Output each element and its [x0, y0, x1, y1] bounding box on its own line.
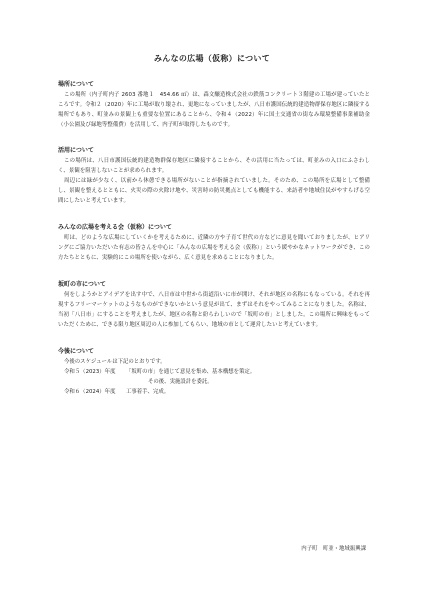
schedule-year: 令和６（2024）年度: [64, 389, 116, 395]
schedule-row: [58, 367, 370, 377]
schedule-desc: 「坂町の市」を通じて意見を集め、基本構想を策定。: [126, 369, 256, 375]
section-paragraph: この場所（内子町内子 2603 番地１ 454.66 ㎡）は、森文醸造株式会社の鉄筋コンクリート３階建の工場が建っていたところです。令和２（2020）年に工場が取り壊され、更地になっていましたが、八日市護国伝統的建造物群保存地区に隣接する場所でもあり、町並みの景観上も重要な位置にあることから、令和４（2022）年に国土交通省の街なみ環境整備事業補助金（小公園及び緑地等整備費）を活用して、内子町が取得したものです。: [58, 92, 370, 128]
section-schedule: [58, 347, 370, 397]
schedule-desc: 工事着手、完成。: [126, 389, 170, 395]
section-location: [58, 80, 370, 130]
section-paragraph: 何をしようかとアイデアを出す中で、八日市は中世から街道沿いに市が開け、それが地区の名称にもなっている。それを再現するフリーマーケットのようなものができないかという意見が出て、まずはそれをやってみることになりました。名称は、当初「八日市」にすることを考えましたが、地区の名称と紛らわしいので「坂町の市」としました。この場所に興味をもっていただくために、できる限り地区周辺の人に参加してもらい、地域の市として運営したいと考えています。: [58, 292, 370, 328]
document-body: [58, 80, 370, 397]
schedule-row: [58, 387, 370, 397]
page-title: みんなの広場（仮称）について: [153, 54, 271, 63]
section-heading: 場所について: [58, 81, 94, 88]
section-heading: みんなの広場を考える会（仮称）について: [58, 224, 172, 231]
section-heading: 活用について: [58, 147, 94, 154]
schedule-continuation: その後、実施設計を委託。: [148, 379, 213, 385]
section-paragraph: 町は、どのような広場にしていくかを考えるために、近隣の方や子育て世代の方などに意見を聞いておりましたが、ヒアリングにご協力いただいた有志の皆さんを中心に「みんなの広場を考える会（仮称）」という緩やかなネットワークができ、この方たちとともに、実験的にこの場所を使いながら、広く意見を求めることになりました。: [58, 235, 370, 261]
section-paragraph: この場所は、八日市護国伝統的建造物群保存地区に隣接することから、その活用に当たっては、町並みの入口にふさわしく、景観を阻害しないことが求められます。: [58, 158, 370, 174]
schedule-year: 令和５（2023）年度: [64, 369, 116, 375]
schedule-intro: 今後のスケジュールは下記のとおりです。: [64, 359, 166, 365]
signature: 内子町 町並・地域振興課: [301, 546, 366, 552]
section-group: [58, 223, 370, 263]
section-heading: 坂町の市について: [58, 281, 106, 288]
section-market: [58, 280, 370, 330]
section-heading: 今後について: [58, 348, 94, 355]
section-paragraph: 周辺には緑が少なく、以前から休憩できる場所がないことが指摘されていました。そのため、この場所を広場として整備し、景観を整えるとともに、火災の際の火除け地や、災害時の防災拠点としても機能する、来訪者や地域住民がやすらげる空間にしたいと考えています。: [58, 178, 370, 204]
section-usage: [58, 146, 370, 206]
